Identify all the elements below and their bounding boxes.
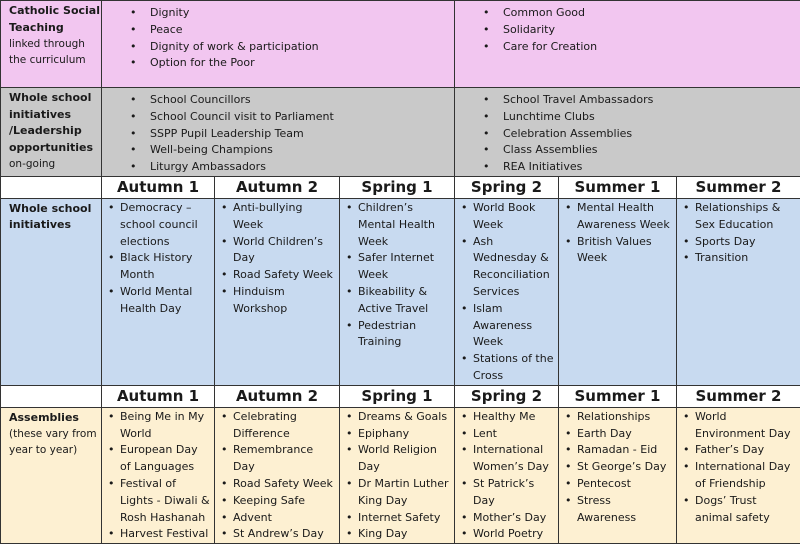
- list-item: • Stations of the Cross: [459, 351, 554, 385]
- cst-label-title: Catholic Social Teaching: [9, 3, 101, 36]
- list-item: • Remembrance Day: [219, 442, 335, 476]
- list-item: • World Book Week: [459, 200, 554, 234]
- list-item: • International Day of Friendship: [681, 459, 796, 493]
- list-item: • Earth Day: [563, 426, 672, 443]
- list-item: • World Mental Health Day: [106, 284, 210, 318]
- list-item: • Peace: [106, 22, 450, 39]
- list-item: • Liturgy Ambassadors: [106, 159, 450, 176]
- list-item: • Bikeability & Active Travel: [344, 284, 450, 318]
- list-item: • Dignity of work & participation: [106, 39, 450, 56]
- leadership-row: [1, 88, 800, 177]
- assemblies-row: [1, 407, 800, 543]
- list-item: • Care for Creation: [459, 39, 796, 56]
- cst-left-list: [106, 5, 450, 72]
- leadership-label-title: Whole school initiatives /Leadership opportunities: [9, 90, 101, 156]
- list-item: • Road Safety Week: [219, 476, 335, 493]
- initiatives-cell: [102, 198, 215, 385]
- initiatives-list: [459, 200, 554, 385]
- term-heading: Spring 2: [455, 176, 559, 198]
- term-heading: Spring 2: [455, 385, 559, 407]
- list-item: • Hinduism Workshop: [219, 284, 335, 318]
- term-heading: Summer 2: [677, 176, 800, 198]
- list-item: • Dogs’ Trust animal safety: [681, 493, 796, 527]
- list-item: • Option for the Poor: [106, 55, 450, 72]
- header-blank: [1, 176, 102, 198]
- list-item: • Advent: [219, 510, 335, 527]
- list-item: • Democracy – school council elections: [106, 200, 210, 250]
- list-item: • Lunchtime Clubs: [459, 109, 796, 126]
- list-item: • Celebrating Difference: [219, 409, 335, 443]
- list-item: • Ash Wednesday & Reconciliation Services: [459, 234, 554, 301]
- initiatives-cell: [559, 198, 677, 385]
- initiatives-label: [1, 198, 102, 385]
- list-item: • World Environment Day: [681, 409, 796, 443]
- assemblies-cell: [215, 407, 340, 543]
- list-item: • Ramadan - Eid: [563, 442, 672, 459]
- assemblies-label-sub: (these vary from year to year): [9, 426, 101, 458]
- list-item: • Internet Safety: [344, 510, 450, 527]
- initiatives-cell: [215, 198, 340, 385]
- list-item: • Solidarity: [459, 22, 796, 39]
- term-heading: Autumn 1: [102, 176, 215, 198]
- assemblies-label: [1, 407, 102, 543]
- list-item: • Safer Internet Week: [344, 250, 450, 284]
- assemblies-list: [563, 409, 672, 527]
- list-item: • Pentecost: [563, 476, 672, 493]
- cst-right-cell: [455, 1, 800, 88]
- assemblies-list: [681, 409, 796, 527]
- list-item: • St George’s Day: [563, 459, 672, 476]
- assemblies-cell: [559, 407, 677, 543]
- list-item: • SSPP Pupil Leadership Team: [106, 126, 450, 143]
- list-item: • Relationships: [563, 409, 672, 426]
- assemblies-list: [219, 409, 335, 543]
- list-item: • St Patrick’s Day: [459, 476, 554, 510]
- list-item: • Dignity: [106, 5, 450, 22]
- list-item: • European Day of Languages: [106, 442, 210, 476]
- initiatives-list: [106, 200, 210, 318]
- cst-row: [1, 1, 800, 88]
- leadership-label-sub: on-going: [9, 156, 101, 172]
- list-item: • St Andrew’s Day: [219, 526, 335, 543]
- term-heading: Autumn 2: [215, 176, 340, 198]
- initiatives-cell: [455, 198, 559, 385]
- list-item: • School Councillors: [106, 92, 450, 109]
- term-header-row-2: [1, 385, 800, 407]
- term-heading: Summer 1: [559, 176, 677, 198]
- list-item: • Anti-bullying Week: [219, 200, 335, 234]
- initiatives-cell: [340, 198, 455, 385]
- list-item: • Festival of Lights - Diwali & Rosh Hashanah: [106, 476, 210, 526]
- list-item: • World Children’s Day: [219, 234, 335, 268]
- initiatives-list: [563, 200, 672, 267]
- cst-label-sub: linked through the curriculum: [9, 36, 101, 68]
- list-item: • Well-being Champions: [106, 142, 450, 159]
- cst-right-list: [459, 5, 796, 55]
- list-item: • Stress Awareness: [563, 493, 672, 527]
- leadership-right-list: [459, 92, 796, 176]
- list-item: • Islam Awareness Week: [459, 301, 554, 351]
- term-heading: Autumn 1: [102, 385, 215, 407]
- assemblies-cell: [340, 407, 455, 543]
- term-heading: Autumn 2: [215, 385, 340, 407]
- list-item: • Healthy Me: [459, 409, 554, 426]
- leadership-right-cell: [455, 88, 800, 177]
- list-item: • School Travel Ambassadors: [459, 92, 796, 109]
- leadership-left-cell: [102, 88, 455, 177]
- list-item: • Keeping Safe: [219, 493, 335, 510]
- list-item: • Father’s Day: [681, 442, 796, 459]
- initiatives-row: [1, 198, 800, 385]
- list-item: • British Values Week: [563, 234, 672, 268]
- list-item: • Pedestrian Training: [344, 318, 450, 352]
- list-item: • Epiphany: [344, 426, 450, 443]
- list-item: • Black History Month: [106, 250, 210, 284]
- list-item: • Class Assemblies: [459, 142, 796, 159]
- initiatives-list: [681, 200, 796, 267]
- list-item: • Dr Martin Luther King Day: [344, 476, 450, 510]
- term-heading: Spring 1: [340, 176, 455, 198]
- list-item: • School Council visit to Parliament: [106, 109, 450, 126]
- list-item: • Transition: [681, 250, 796, 267]
- term-heading: Spring 1: [340, 385, 455, 407]
- assemblies-cell: [677, 407, 800, 543]
- initiatives-list: [219, 200, 335, 318]
- list-item: • REA Initiatives: [459, 159, 796, 176]
- list-item: • Mother’s Day: [459, 510, 554, 527]
- header-blank: [1, 385, 102, 407]
- cst-label: [1, 1, 102, 88]
- list-item: • Harvest Festival: [106, 526, 210, 543]
- list-item: • Sports Day: [681, 234, 796, 251]
- list-item: • Children’s Mental Health Week: [344, 200, 450, 250]
- list-item: • Road Safety Week: [219, 267, 335, 284]
- term-heading: Summer 1: [559, 385, 677, 407]
- list-item: • Celebration Assemblies: [459, 126, 796, 143]
- assemblies-list: [106, 409, 210, 543]
- list-item: • World Religion Day: [344, 442, 450, 476]
- list-item: • World Poetry: [459, 526, 554, 543]
- list-item: • Common Good: [459, 5, 796, 22]
- list-item: • Being Me in My World: [106, 409, 210, 443]
- leadership-left-list: [106, 92, 450, 176]
- list-item: • International Women’s Day: [459, 442, 554, 476]
- initiatives-cell: [677, 198, 800, 385]
- initiatives-label-title: Whole school initiatives: [9, 201, 101, 234]
- list-item: • Relationships & Sex Education: [681, 200, 796, 234]
- assemblies-list: [459, 409, 554, 543]
- assemblies-cell: [102, 407, 215, 543]
- leadership-label: [1, 88, 102, 177]
- list-item: • Dreams & Goals: [344, 409, 450, 426]
- assemblies-label-title: Assemblies: [9, 410, 101, 427]
- list-item: • King Day: [344, 526, 450, 543]
- assemblies-cell: [455, 407, 559, 543]
- term-heading: Summer 2: [677, 385, 800, 407]
- cst-left-cell: [102, 1, 455, 88]
- list-item: • Lent: [459, 426, 554, 443]
- assemblies-list: [344, 409, 450, 543]
- list-item: • Mental Health Awareness Week: [563, 200, 672, 234]
- term-header-row-1: [1, 176, 800, 198]
- initiatives-list: [344, 200, 450, 351]
